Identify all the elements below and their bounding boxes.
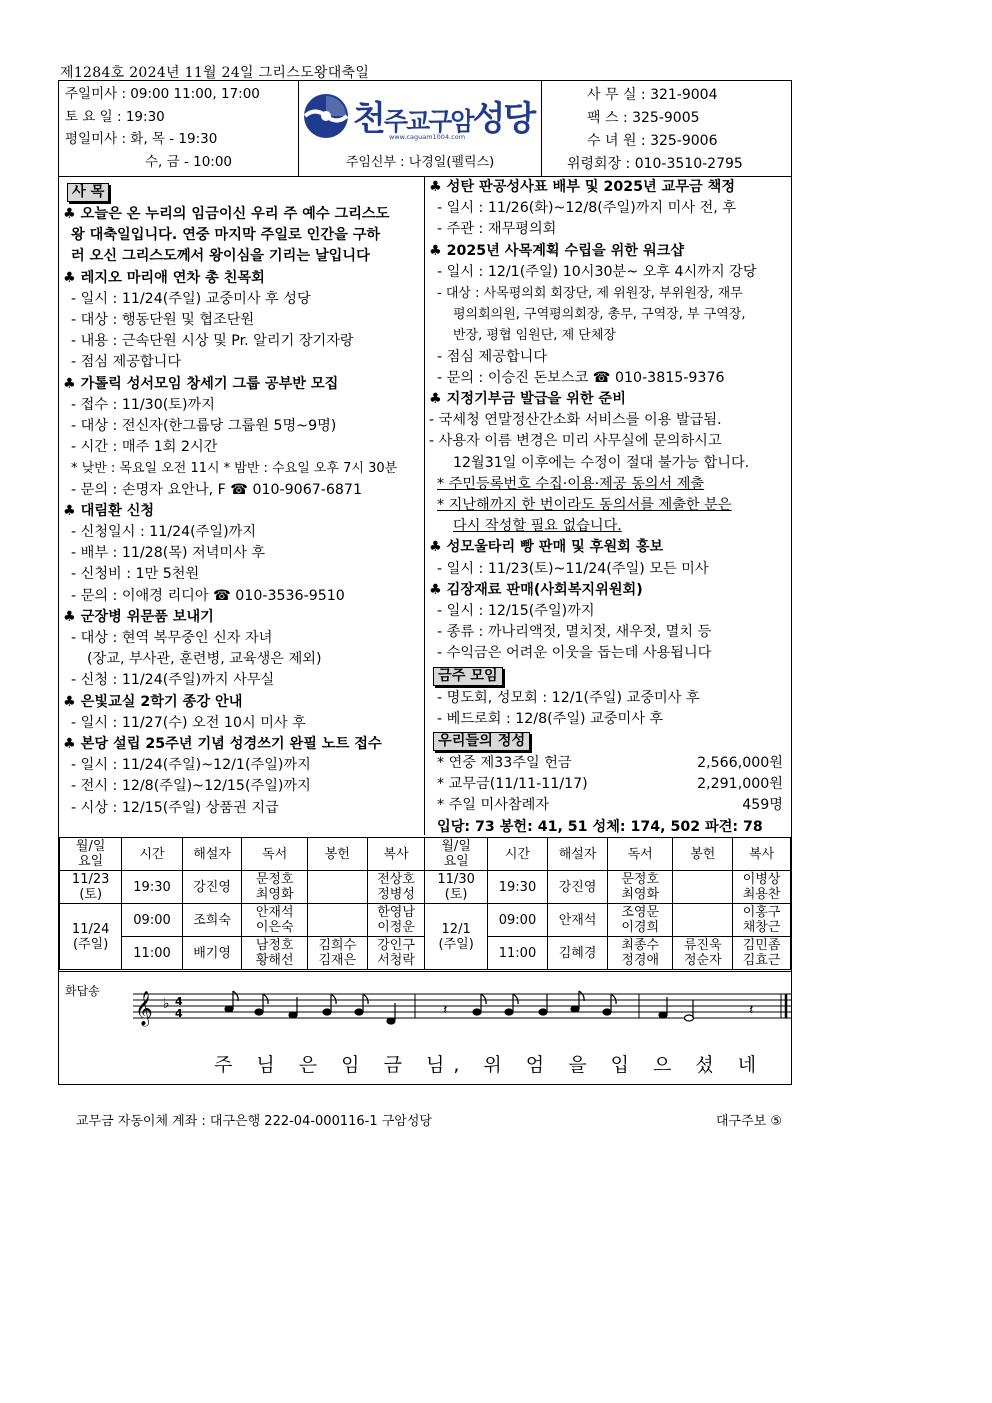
notice-line: - 종류 : 까나리액젓, 멸치젓, 새우젓, 멸치 등 — [437, 624, 712, 641]
section-heading: 금주 모임 — [433, 667, 503, 686]
table-header: 월/일 요일 — [60, 838, 122, 871]
table-cell-reading: 조영문 이경희 — [607, 904, 673, 937]
svg-text:4: 4 — [175, 1007, 183, 1020]
table-row — [60, 871, 791, 904]
logo-text: 주교 — [383, 107, 429, 136]
notice-line: - 점심 제공합니다 — [437, 348, 548, 365]
notice-line: * 지난해까지 한 번이라도 동의서를 제출한 분은 — [437, 497, 732, 514]
music-staff — [59, 972, 791, 1052]
mass-stats: 입당: 73 봉헌: 41, 51 성체: 174, 502 파견: 78 — [437, 818, 763, 835]
notice-heading: ♣ 은빛교실 2학기 종강 안내 — [63, 693, 243, 710]
notice-line: - 신청비 : 1만 5천원 — [71, 566, 200, 583]
offering-value: 2,291,000원 — [697, 776, 783, 793]
table-cell-time: 09:00 — [487, 904, 547, 937]
table-cell-commentator: 강진영 — [182, 871, 242, 904]
notice-line: - 접수 : 11/30(토)까지 — [71, 396, 215, 413]
table-cell-reading: 문정호 최영화 — [242, 871, 308, 904]
svg-text:4: 4 — [175, 995, 183, 1008]
contact-info — [541, 81, 791, 176]
notice-heading: ♣ 군장병 위문품 보내기 — [63, 608, 214, 625]
table-cell-offering: 류진욱 정순자 — [673, 937, 733, 970]
notice-line: - 명도회, 성모회 : 12/1(주일) 교중미사 후 — [437, 689, 700, 706]
notice-heading: ♣ 2025년 사목계획 수립을 위한 워크샵 — [429, 242, 685, 259]
notice-line: - 대상 : 사목평의회 회장단, 제 위원장, 부위원장, 재무 — [437, 286, 743, 302]
notice-line: - 일시 : 11/24(주일) 교중미사 후 성당 — [71, 290, 311, 307]
notice-heading: ♣ 오늘은 온 누리의 임금이신 우리 주 예수 그리스도 — [63, 206, 390, 222]
mass-line: 주일미사 : 09:00 11:00, 17:00 — [65, 86, 260, 102]
table-cell-altar: 한영남 이정운 — [367, 904, 425, 937]
logo-text: 구암 — [428, 107, 473, 136]
contact-line: 위령회장 : 010-3510-2795 — [567, 156, 743, 172]
notice-line: - 배부 : 11/28(목) 저녁미사 후 — [71, 545, 266, 562]
table-cell-date: 11/24 (주일) — [60, 904, 122, 970]
table-cell-commentator: 강진영 — [548, 871, 608, 904]
table-cell-time: 19:30 — [487, 871, 547, 904]
table-cell-offering: 김희수 김재은 — [307, 937, 367, 970]
offering-label: * 교무금(11/11-11/17) — [437, 776, 588, 793]
parish-emblem-icon — [303, 93, 349, 139]
notice-line: - 대상 : 현역 복무중인 신자 자녀 — [71, 630, 273, 647]
notice-line: * 주민등록번호 수집·이용·제공 동의서 제출 — [437, 475, 705, 492]
table-header: 월/일 요일 — [425, 838, 487, 871]
left-column — [59, 177, 425, 835]
table-cell-commentator: 안재석 — [548, 904, 608, 937]
notice-line: - 시간 : 매주 1회 2시간 — [71, 439, 218, 456]
svg-text:𝄽: 𝄽 — [749, 1002, 754, 1018]
table-cell-commentator: 조희숙 — [182, 904, 242, 937]
table-header: 봉헌 — [307, 838, 367, 871]
notice-line: - 시상 : 12/15(주일) 상품권 지급 — [71, 799, 279, 816]
notice-line: - 국세청 연말정산간소화 서비스를 이용 발급됨. — [429, 412, 722, 429]
offering-value: 459명 — [742, 797, 783, 814]
notice-line: - 일시 : 12/1(주일) 10시30분~ 오후 4시까지 강당 — [437, 263, 757, 280]
table-cell-date: 11/23 (토) — [60, 871, 122, 904]
table-cell-reading: 문정호 최영화 — [607, 871, 673, 904]
notice-line: - 사용자 이름 변경은 미리 사무실에 문의하시고 — [429, 433, 722, 450]
section-heading: 사 목 — [67, 183, 109, 202]
contact-line: 팩 스 : 325-9005 — [587, 110, 700, 126]
notice-line: - 문의 : 이승진 돈보스코 ☎ 010-3815-9376 — [437, 369, 725, 386]
table-cell-time: 11:00 — [122, 937, 182, 970]
logo-text: 천 — [353, 99, 384, 139]
table-row — [60, 904, 791, 937]
right-column — [425, 177, 791, 835]
notice-heading: ♣ 대림환 신청 — [63, 502, 155, 519]
offering-row — [425, 753, 791, 774]
table-header: 해설자 — [548, 838, 608, 871]
notice-line: 다시 작성할 필요 없습니다. — [453, 518, 622, 535]
table-cell-time: 11:00 — [487, 937, 547, 970]
table-header: 봉헌 — [673, 838, 733, 871]
notice-line: (장교, 부사관, 훈련병, 교육생은 제외) — [87, 651, 322, 668]
table-cell-offering — [307, 904, 367, 937]
table-cell-offering — [673, 871, 733, 904]
notice-line: - 일시 : 12/15(주일)까지 — [437, 603, 595, 620]
notice-heading: 왕 대축일입니다. 연중 마지막 주일로 인간을 구하 — [71, 227, 381, 244]
table-cell-altar: 이병상 최용찬 — [733, 871, 791, 904]
svg-text:𝄽: 𝄽 — [443, 1002, 448, 1018]
notice-heading: ♣ 김장재료 판매(사회복지위원회) — [429, 581, 643, 598]
psalm-response — [59, 971, 791, 1086]
bulletin-frame — [58, 80, 792, 1085]
svg-text:♭: ♭ — [163, 996, 170, 1012]
notice-line — [425, 730, 791, 753]
notice-line — [425, 665, 791, 688]
table-cell-date: 12/1 (주일) — [425, 904, 487, 970]
table-cell-altar: 김민좀 김효근 — [733, 937, 791, 970]
notice-line: - 점심 제공합니다 — [71, 354, 182, 371]
notice-heading: ♣ 레지오 마리애 연차 총 친목회 — [63, 269, 265, 286]
table-cell-commentator: 배기영 — [182, 937, 242, 970]
section-heading: 우리들의 정성 — [433, 732, 530, 751]
table-header: 독서 — [242, 838, 308, 871]
liturgy-schedule-table — [59, 837, 791, 970]
mass-times — [59, 81, 299, 176]
logo-area — [299, 81, 542, 176]
footer-account: 교무금 자동이체 계좌 : 대구은행 222-04-000116-1 구암성당 — [76, 1114, 432, 1129]
notice-heading: ♣ 성탄 판공성사표 배부 및 2025년 교무금 책정 — [429, 179, 736, 195]
psalm-lyrics: 주 님 은 임 금 님, 위 엄 을 입 으 셨 네 — [214, 1054, 766, 1076]
notice-line: - 대상 : 행동단원 및 협조단원 — [71, 312, 255, 329]
notice-line: - 문의 : 이애경 리디아 ☎ 010-3536-9510 — [71, 587, 345, 604]
offering-value: 2,566,000원 — [697, 755, 783, 772]
notice-line: - 베드로회 : 12/8(주일) 교중미사 후 — [437, 710, 664, 727]
mass-line: 토 요 일 : 19:30 — [65, 108, 165, 125]
notice-line: - 일시 : 11/24(주일)~12/1(주일)까지 — [71, 757, 311, 774]
notice-line: - 신청 : 11/24(주일)까지 사무실 — [71, 672, 275, 689]
offering-label: * 주일 미사참례자 — [437, 797, 550, 814]
notice-line: - 전시 : 12/8(주일)~12/15(주일)까지 — [71, 778, 311, 795]
notice-line — [59, 181, 424, 204]
logo-url: www.caguam1004.com — [389, 133, 466, 141]
notice-line: - 신청일시 : 11/24(주일)까지 — [71, 524, 257, 541]
contact-line: 수 녀 원 : 325-9006 — [587, 133, 718, 149]
offering-label: * 연중 제33주일 헌금 — [437, 755, 572, 772]
svg-text:𝄞: 𝄞 — [135, 991, 153, 1026]
table-cell-reading: 최종수 정경애 — [607, 937, 673, 970]
mass-line: 수, 금 - 10:00 — [145, 153, 233, 170]
notice-line: * 낮반 : 목요일 오전 11시 * 밤반 : 수요일 오후 7시 30분 — [71, 461, 398, 477]
notice-line: - 내용 : 근속단원 시상 및 Pr. 알리기 장기자랑 — [71, 333, 354, 350]
table-header: 복사 — [733, 838, 791, 871]
notice-line: - 수익금은 어려운 이웃을 돕는데 사용됩니다 — [437, 645, 712, 662]
parish-logo — [303, 89, 537, 145]
notice-line: - 일시 : 11/23(토)~11/24(주일) 모든 미사 — [437, 560, 709, 577]
notice-line: - 주관 : 재무평의회 — [437, 221, 557, 238]
notice-line: - 대상 : 전신자(한그룹당 그룹원 5명~9명) — [71, 418, 337, 435]
table-header: 복사 — [367, 838, 425, 871]
logo-text: 성당 — [472, 99, 535, 139]
table-cell-date: 11/30 (토) — [425, 871, 487, 904]
offering-row — [425, 774, 791, 795]
notice-line: - 일시 : 11/27(수) 오전 10시 미사 후 — [71, 714, 306, 731]
table-cell-offering — [673, 904, 733, 937]
offering-row — [425, 795, 791, 816]
table-header: 시간 — [122, 838, 182, 871]
notice-line: 12월31일 이후에는 수정이 절대 불가능 합니다. — [453, 454, 750, 471]
table-header: 해설자 — [182, 838, 242, 871]
table-cell-time: 19:30 — [122, 871, 182, 904]
table-header: 시간 — [487, 838, 547, 871]
table-cell-altar: 전상호 정병성 — [367, 871, 425, 904]
table-header: 독서 — [607, 838, 673, 871]
table-cell-commentator: 김혜경 — [548, 937, 608, 970]
table-cell-altar: 강인구 서청락 — [367, 937, 425, 970]
table-cell-time: 09:00 — [122, 904, 182, 937]
notice-heading: 러 오신 그리스도께서 왕이심을 기리는 날입니다 — [71, 248, 370, 265]
table-cell-offering — [307, 871, 367, 904]
notice-heading: ♣ 성모울타리 빵 판매 및 후원회 홍보 — [429, 539, 664, 556]
issue-line: 제1284호 2024년 11월 24일 그리스도왕대축일 — [60, 65, 370, 81]
notice-line: - 문의 : 손명자 요안나, F ☎ 010-9067-6871 — [71, 481, 362, 498]
header — [59, 81, 791, 177]
notice-line: 반장, 평협 임원단, 제 단체장 — [453, 328, 616, 344]
table-cell-reading: 남정호 황해선 — [242, 937, 308, 970]
contact-line: 사 무 실 : 321-9004 — [587, 87, 718, 103]
footer-page: 대구주보 ⑤ — [716, 1114, 783, 1129]
table-cell-altar: 이홍구 채창근 — [733, 904, 791, 937]
notice-line: 평의회의원, 구역평의회장, 총무, 구역장, 부 구역장, — [453, 307, 746, 323]
table-cell-reading: 안재석 이은숙 — [242, 904, 308, 937]
notice-heading: ♣ 본당 설립 25주년 기념 성경쓰기 완필 노트 접수 — [63, 736, 382, 753]
pastor-name: 주임신부 : 나경일(펠릭스) — [345, 155, 495, 170]
notice-heading: ♣ 지정기부금 발급을 위한 준비 — [429, 391, 626, 408]
mass-line: 평일미사 : 화, 목 - 19:30 — [65, 131, 218, 147]
psalm-label: 화답송 — [65, 984, 100, 998]
notice-line: - 일시 : 11/26(화)~12/8(주일)까지 미사 전, 후 — [437, 200, 736, 217]
notice-heading: ♣ 가톨릭 성서모임 창세기 그룹 공부반 모집 — [63, 375, 339, 392]
